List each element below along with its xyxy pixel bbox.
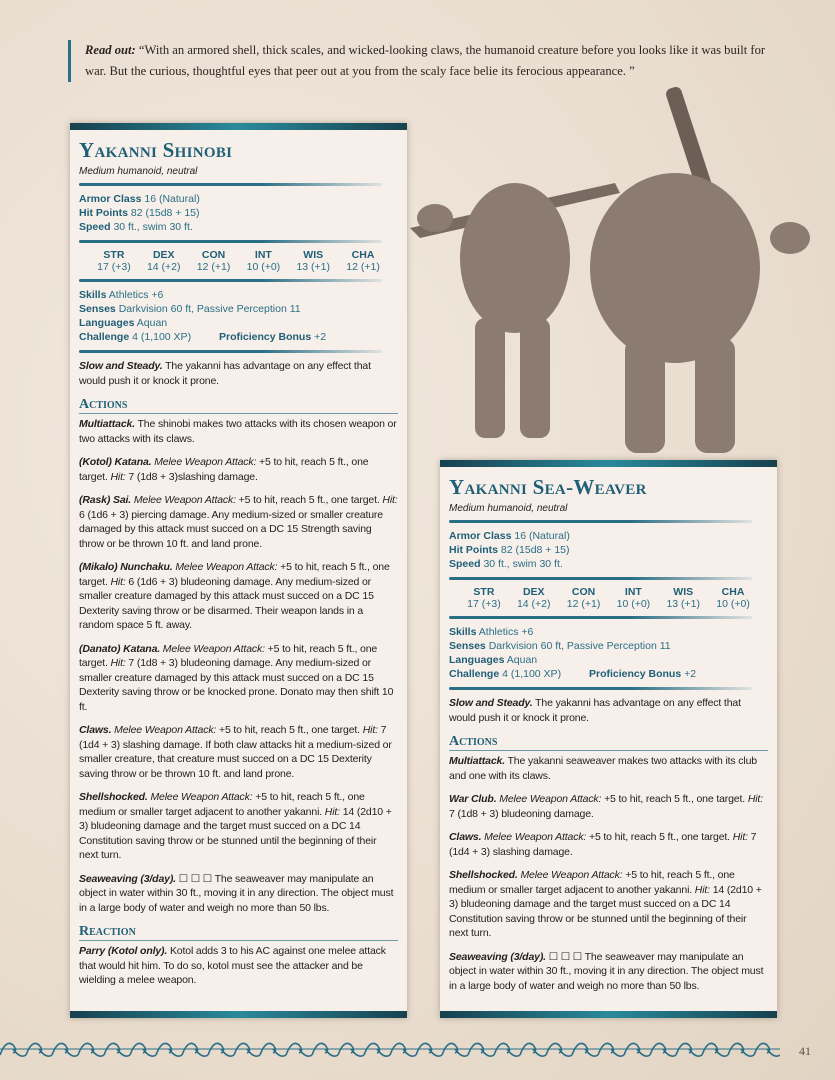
ability-score: 10 (+0) <box>246 261 281 273</box>
ability-scores <box>79 249 398 273</box>
entry-text: +5 to hit, reach 5 ft., one medium or smaller target adjacent to another yakanni. <box>79 791 365 818</box>
creature-name: Yakanni Shinobi <box>79 138 233 162</box>
action <box>79 872 398 916</box>
entry-text: Hit: <box>382 494 398 506</box>
traits-section <box>79 359 398 388</box>
challenge-label: Challenge <box>449 668 500 680</box>
entry-text: +5 to hit, reach 5 ft., one target. <box>235 494 383 506</box>
action <box>79 417 398 446</box>
stat-skills-label: Skills <box>79 289 107 301</box>
yakanni-miniatures-illustration <box>405 78 825 463</box>
stat-hit-points <box>79 206 398 220</box>
stat-hit-points-label: Hit Points <box>79 207 128 219</box>
ability-name: INT <box>624 586 642 598</box>
stat-speed-value: 30 ft., swim 30 ft. <box>113 221 193 233</box>
entry-text: Hit: <box>110 657 126 669</box>
entry-text: 7 (1d4 + 3) slashing damage. If both claw attacks hit a medium-sized or smaller creature, that creature must succed on a DC 15 Dexterity saving throw or be thrown 10 ft. and land prone. <box>79 724 392 780</box>
action <box>79 723 398 781</box>
stat-hit-points <box>449 543 768 557</box>
entry-text: Hit: <box>324 805 340 818</box>
traits-section <box>449 696 768 725</box>
entry-text: +5 to hit, reach 5 ft., one target. <box>79 561 390 588</box>
ability-name: CON <box>201 249 226 261</box>
action <box>79 790 398 863</box>
entry-text: +5 to hit, reach 5 ft., one target. <box>216 724 363 736</box>
stat-senses <box>449 639 768 653</box>
entry-text: +5 to hit, reach 5 ft., one target. <box>586 831 733 843</box>
challenge <box>79 330 219 344</box>
stat-languages <box>79 316 398 330</box>
proficiency-label: Proficiency Bonus <box>219 331 312 343</box>
entry-text: Hit: <box>110 470 126 483</box>
ability-score: 14 (+2) <box>516 598 551 610</box>
divider <box>449 577 752 580</box>
entry-text: Hit: <box>362 724 378 736</box>
ability-score: 13 (+1) <box>296 261 330 273</box>
creature-type: Medium humanoid, neutral <box>79 166 198 177</box>
actions-heading: Actions <box>449 734 768 751</box>
creature-name: Yakanni Sea-Weaver <box>449 475 647 499</box>
bottom-bar <box>70 1011 407 1018</box>
entry-text: Melee Weapon Attack: <box>172 561 278 573</box>
action <box>449 950 768 994</box>
entry-text: +5 to hit, reach 5 ft., one target. <box>79 642 378 669</box>
decorative-wave-border <box>0 1035 780 1063</box>
stat-hit-points-value: 82 (15d8 + 15) <box>130 207 200 219</box>
entry-text: 7 (1d8 + 3) bludeoning damage. Any medium-sized or smaller creature damaged by this attack must succed on a DC 15 Dexterity saving throw or be knocked prone. Donato may then shift 10 ft. <box>79 657 394 713</box>
stat-languages-value: Aquan <box>506 654 538 666</box>
challenge-row <box>79 330 398 344</box>
entry-name: (Danato) Katana. <box>79 642 161 655</box>
actions-heading: Actions <box>79 397 398 414</box>
read-out-text: “With an armored shell, thick scales, and wicked-looking claws, the humanoid creature before you looks like it was built for war. But the curious, thoughtful eyes that peer out at you from the scaly face belie its ferocious appearance. ” <box>85 43 766 78</box>
challenge-row <box>449 667 768 681</box>
entry-name: War Club. <box>449 793 497 805</box>
entry-text: Melee Weapon Attack: <box>147 791 253 803</box>
entry-name: Shellshocked. <box>449 869 518 881</box>
page-number: 41 <box>799 1044 811 1058</box>
stat-armor-class-value: 16 (Natural) <box>514 530 570 542</box>
divider <box>79 350 382 353</box>
entry-name: (Kotol) Katana. <box>79 456 152 468</box>
ability-score: 17 (+3) <box>97 261 131 273</box>
reactions-section <box>79 944 398 988</box>
divider <box>449 520 752 523</box>
entry-text: 6 (1d6 + 3) piercing damage. Any medium-sized or smaller creature damaged by this attack must succed on a DC 15 Strength saving throw or be thrown 10 ft. and land prone. <box>79 508 383 550</box>
ability-score: 13 (+1) <box>666 598 700 610</box>
entry-text: 7 (1d8 + 3) bludeoning damage. <box>449 807 594 820</box>
stat-armor-class <box>79 192 398 206</box>
stat-armor-class <box>449 529 768 543</box>
stat-skills-value: Athletics +6 <box>108 289 164 301</box>
stat-speed <box>449 557 768 571</box>
divider <box>79 279 382 282</box>
read-out-label: Read out: <box>85 43 136 57</box>
ability-name: DEX <box>522 586 545 598</box>
divider <box>79 183 382 186</box>
stat-senses-label: Senses <box>449 640 486 652</box>
entry-text: 14 (2d10 + 3) bludeoning damage and the target must succed on a DC 14 Constitution saving throw or be stunned until the beginning of their next turn. <box>79 805 392 861</box>
entry-text: Melee Weapon Attack: <box>111 724 217 736</box>
entry-name: Seaweaving (3/day). <box>449 950 546 963</box>
reaction <box>79 944 398 988</box>
divider <box>449 687 752 690</box>
action <box>79 455 398 484</box>
stat-languages-label: Languages <box>449 654 505 666</box>
stat-speed-label: Speed <box>449 558 481 570</box>
entry-text: Hit: <box>694 883 710 896</box>
proficiency-value: +2 <box>314 331 327 343</box>
ability-cha <box>346 249 380 273</box>
stat-senses-value: Darkvision 60 ft, Passive Perception 11 <box>118 303 301 315</box>
stat-block-yakanni-shinobi <box>70 123 407 1018</box>
stat-languages-value: Aquan <box>136 317 168 329</box>
trait <box>79 359 398 388</box>
ability-name: CHA <box>351 249 375 261</box>
ability-str <box>467 586 501 610</box>
entry-text: 7 (1d4 + 3) slashing damage. <box>449 831 757 858</box>
ability-dex <box>517 586 551 610</box>
ability-score: 10 (+0) <box>616 598 651 610</box>
ability-name: DEX <box>152 249 175 261</box>
entry-name: Slow and Steady. <box>449 697 533 709</box>
proficiency-bonus <box>219 330 326 344</box>
ability-name: CON <box>571 586 596 598</box>
ability-wis <box>666 586 700 610</box>
ability-int <box>247 249 281 273</box>
action <box>79 560 398 633</box>
action <box>79 493 398 551</box>
entry-text: The yakanni seaweaver makes two attacks with its club and one with its claws. <box>449 755 757 782</box>
stat-speed-label: Speed <box>79 221 111 233</box>
ability-name: STR <box>473 586 495 598</box>
challenge <box>449 667 589 681</box>
entry-name: Claws. <box>449 831 482 843</box>
stat-senses-value: Darkvision 60 ft, Passive Perception 11 <box>488 640 671 652</box>
entry-text: Hit: <box>732 831 748 843</box>
entry-name: Parry (Kotol only). <box>79 945 168 957</box>
challenge-value: 4 (1,100 XP) <box>132 331 192 343</box>
ability-wis <box>296 249 330 273</box>
entry-text: Kotol adds 3 to his AC against one melee attack that would hit him. To do so, kotol must see the attacker and be wielding a melee weapon. <box>79 945 386 986</box>
entry-name: Claws. <box>79 724 112 736</box>
entry-name: Multiattack. <box>449 755 505 767</box>
stat-armor-class-label: Armor Class <box>449 530 512 542</box>
entry-name: (Mikalo) Nunchaku. <box>79 561 173 573</box>
stat-hit-points-value: 82 (15d8 + 15) <box>500 544 570 556</box>
action <box>79 642 398 715</box>
stat-languages <box>449 653 768 667</box>
entry-text: 14 (2d10 + 3) bludeoning damage and the target must succed on a DC 14 Constitution saving throw or be stunned until the beginning of their next turn. <box>449 883 762 939</box>
stat-skills-label: Skills <box>449 626 477 638</box>
ability-score: 10 (+0) <box>716 598 750 610</box>
entry-text: ☐ ☐ ☐ The seaweaver may manipulate an object in water within 30 ft., moving it in any direction. The object must in a large body of water and weigh no more than 50 lbs. <box>449 950 764 992</box>
stat-armor-class-label: Armor Class <box>79 193 142 205</box>
entry-text: +5 to hit, reach 5 ft., one target. <box>601 793 748 805</box>
stat-skills-value: Athletics +6 <box>478 626 534 638</box>
entry-text: Hit: <box>110 575 126 588</box>
action <box>449 754 768 783</box>
ability-score: 14 (+2) <box>146 261 181 273</box>
ability-score: 12 (+1) <box>566 598 601 610</box>
creature-type: Medium humanoid, neutral <box>449 503 568 514</box>
stat-block-yakanni-sea-weaver <box>440 460 777 1018</box>
ability-score: 12 (+1) <box>346 261 380 273</box>
entry-text: The yakanni has advantage on any effect that would push it or knock it prone. <box>79 360 371 387</box>
action <box>449 868 768 941</box>
stat-speed-value: 30 ft., swim 30 ft. <box>483 558 563 570</box>
stat-languages-label: Languages <box>79 317 135 329</box>
ability-int <box>617 586 651 610</box>
ability-scores <box>449 586 768 610</box>
ability-score: 17 (+3) <box>467 598 501 610</box>
entry-name: (Rask) Sai. <box>79 494 132 506</box>
ability-name: INT <box>254 249 272 261</box>
challenge-label: Challenge <box>79 331 130 343</box>
ability-score: 12 (+1) <box>196 261 231 273</box>
entry-text: Melee Weapon Attack: <box>481 831 587 843</box>
ability-name: STR <box>103 249 125 261</box>
entry-text: Melee Weapon Attack: <box>151 456 257 468</box>
ability-cha <box>716 586 750 610</box>
divider <box>449 616 752 619</box>
entry-name: Shellshocked. <box>79 791 148 803</box>
entry-text: +5 to hit, reach 5 ft., one medium or smaller target adjacent to another yakanni. <box>449 869 735 896</box>
actions-section <box>449 754 768 993</box>
reaction-heading: Reaction <box>79 924 398 941</box>
stat-senses-label: Senses <box>79 303 116 315</box>
entry-text: Melee Weapon Attack: <box>131 494 236 506</box>
action <box>449 792 768 821</box>
stat-skills <box>79 288 398 302</box>
entry-text: Hit: <box>747 793 763 805</box>
proficiency-label: Proficiency Bonus <box>589 668 682 680</box>
entry-text: Melee Weapon Attack: <box>517 869 623 881</box>
actions-section <box>79 417 398 915</box>
ability-name: WIS <box>673 586 694 598</box>
top-bar <box>70 123 407 130</box>
entry-text: The shinobi makes two attacks with its chosen weapon or two attacks with its claws. <box>79 418 397 445</box>
top-bar <box>440 460 777 467</box>
ability-str <box>97 249 131 273</box>
ability-name: WIS <box>303 249 324 261</box>
entry-text: 7 (1d8 + 3)slashing damage. <box>125 470 258 483</box>
entry-name: Slow and Steady. <box>79 360 163 372</box>
stat-senses <box>79 302 398 316</box>
entry-text: The yakanni has advantage on any effect that would push it or knock it prone. <box>449 697 741 724</box>
action <box>449 830 768 859</box>
ability-name: CHA <box>721 586 745 598</box>
challenge-value: 4 (1,100 XP) <box>502 668 562 680</box>
entry-text: Melee Weapon Attack: <box>496 793 602 805</box>
ability-dex <box>147 249 181 273</box>
proficiency-bonus <box>589 667 696 681</box>
trait <box>449 696 768 725</box>
entry-name: Multiattack. <box>79 418 135 430</box>
read-out-box <box>68 40 768 82</box>
ability-con <box>197 249 231 273</box>
entry-name: Seaweaving (3/day). <box>79 872 176 885</box>
entry-text: 6 (1d6 + 3) bludeoning damage. Any medium-sized or smaller creature damaged by this attack must succed on a DC 15 Dexterity saving throw or be disarmed. Their weapon lands in a random space 5 ft. away. <box>79 575 374 631</box>
stat-hit-points-label: Hit Points <box>449 544 498 556</box>
stat-armor-class-value: 16 (Natural) <box>144 193 200 205</box>
entry-text: ☐ ☐ ☐ The seaweaver may manipulate an object in water within 30 ft., moving it in any direction. The object must in a large body of water and weigh no more than 50 lbs. <box>79 872 394 914</box>
stat-speed <box>79 220 398 234</box>
stat-skills <box>449 625 768 639</box>
ability-con <box>567 586 601 610</box>
proficiency-value: +2 <box>684 668 697 680</box>
entry-text: Melee Weapon Attack: <box>160 642 265 655</box>
bottom-bar <box>440 1011 777 1018</box>
divider <box>79 240 382 243</box>
entry-text: +5 to hit, reach 5 ft., one target. <box>79 456 369 483</box>
